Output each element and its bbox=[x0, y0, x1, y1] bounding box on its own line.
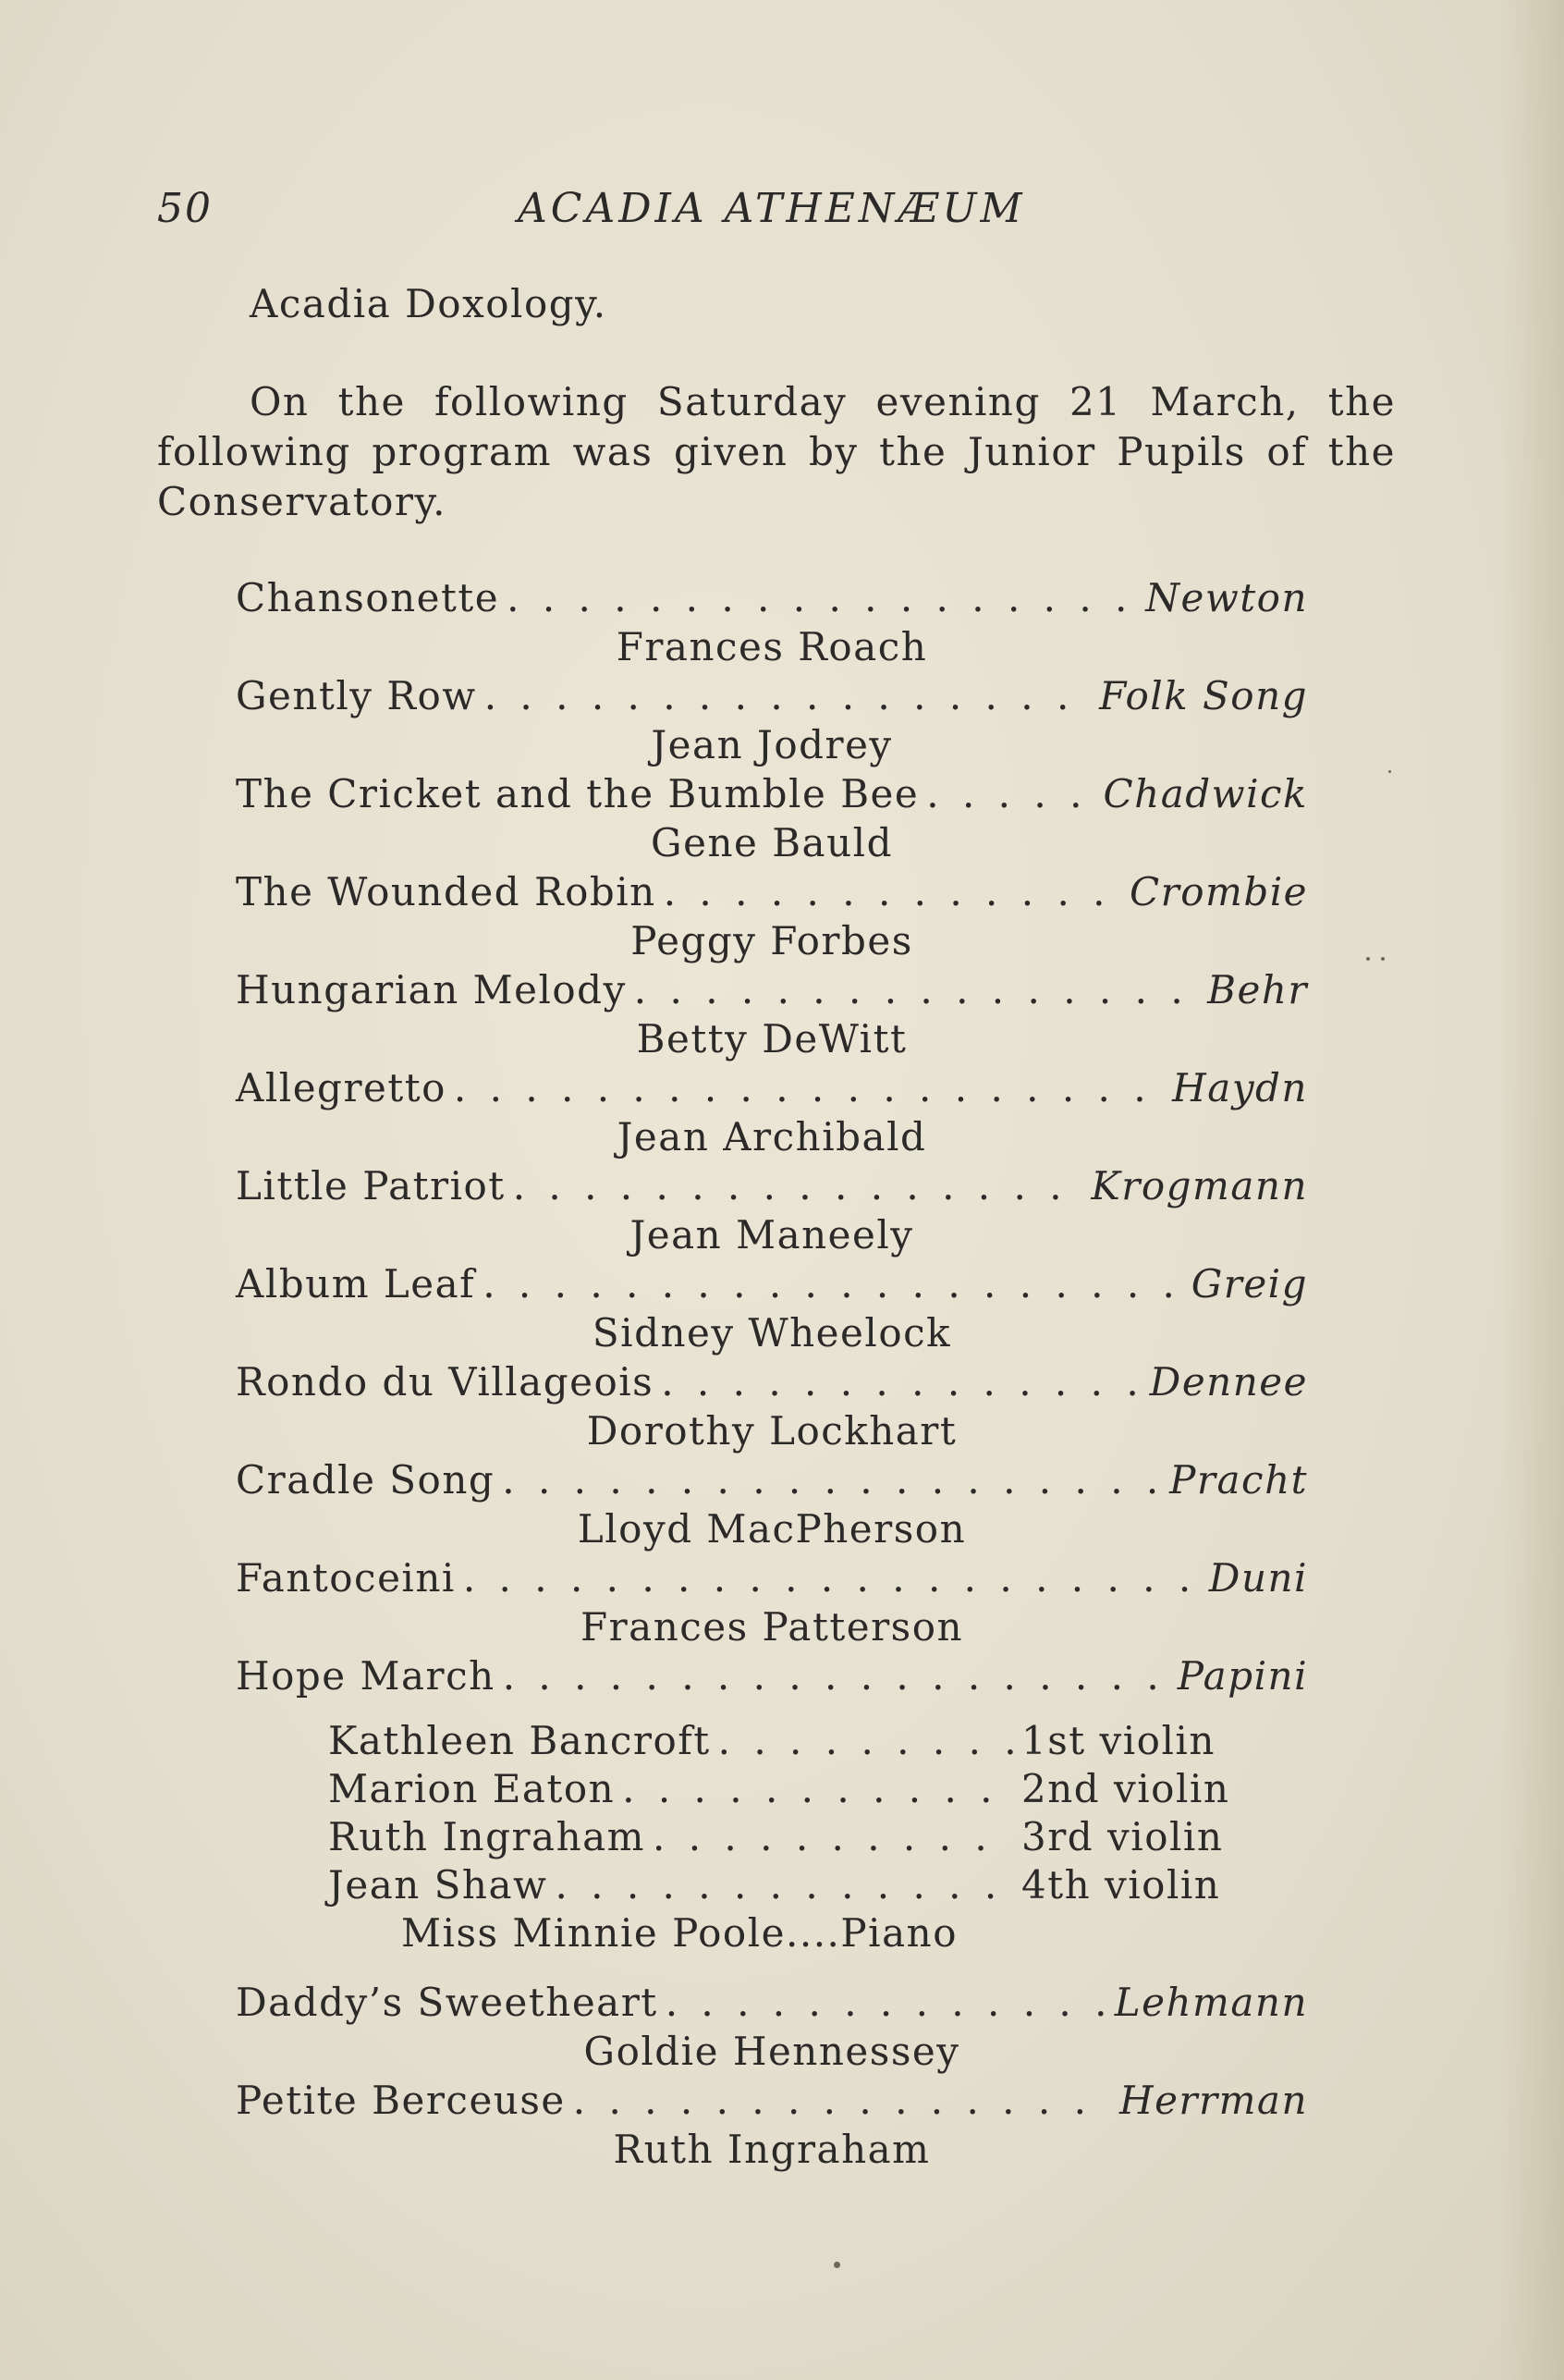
paper-speck bbox=[1381, 957, 1385, 961]
piece-title: The Wounded Robin bbox=[236, 869, 656, 914]
piece-title: Cradle Song bbox=[236, 1457, 495, 1503]
performer-name: Gene Bauld bbox=[651, 820, 893, 865]
dot-leader bbox=[666, 1978, 1107, 2027]
violinist-name: Ruth Ingraham bbox=[328, 1814, 646, 1859]
violinist-entry bbox=[328, 1717, 1216, 1765]
piece-title: Daddy’s Sweetheart bbox=[236, 1980, 658, 2025]
composer-name: Behr bbox=[1207, 967, 1308, 1012]
program-entry bbox=[236, 769, 1308, 818]
piece-title: Chansonette bbox=[236, 575, 500, 620]
dot-leader bbox=[718, 1717, 1014, 1765]
performer-name: Jean Maneely bbox=[629, 1212, 914, 1257]
concert-program bbox=[236, 573, 1308, 2174]
paper-speck bbox=[834, 2262, 840, 2268]
dot-leader bbox=[573, 2076, 1112, 2125]
piece-title: Hope March bbox=[236, 1653, 495, 1699]
violin-part: 2nd violin bbox=[1021, 1766, 1230, 1811]
performer-name: Jean Jodrey bbox=[651, 722, 893, 767]
composer-name: Pracht bbox=[1169, 1457, 1308, 1503]
program-entry bbox=[236, 1651, 1308, 1700]
piece-title: Little Patriot bbox=[236, 1163, 506, 1208]
composer-name: Haydn bbox=[1172, 1065, 1308, 1110]
performer-name: Sidney Wheelock bbox=[592, 1310, 952, 1356]
program-entry bbox=[236, 1357, 1308, 1406]
composer-name: Dennee bbox=[1149, 1359, 1308, 1405]
composer-name: Folk Song bbox=[1099, 673, 1308, 718]
performer-name: Frances Patterson bbox=[580, 1604, 964, 1650]
performer-name: Lloyd MacPherson bbox=[577, 1506, 967, 1552]
program-entry bbox=[236, 671, 1308, 720]
dot-leader bbox=[926, 769, 1095, 818]
program-entry bbox=[236, 2076, 1308, 2125]
dot-leader bbox=[507, 573, 1138, 622]
program-entry bbox=[236, 867, 1308, 916]
dot-leader bbox=[661, 1357, 1142, 1406]
dot-leader bbox=[513, 1161, 1084, 1210]
running-title: ACADIA ATHENÆUM bbox=[518, 185, 1026, 232]
program-entry bbox=[236, 1161, 1308, 1210]
program-entry bbox=[236, 965, 1308, 1014]
program-entries bbox=[236, 573, 1308, 1700]
page-edge-shadow bbox=[1499, 0, 1564, 2380]
composer-name: Crombie bbox=[1130, 869, 1308, 914]
paper-speck bbox=[1388, 770, 1391, 773]
running-header bbox=[157, 185, 1396, 240]
dot-leader bbox=[634, 965, 1200, 1014]
performer-name: Jean Archibald bbox=[617, 1114, 927, 1159]
piece-title: The Cricket and the Bumble Bee bbox=[236, 771, 920, 816]
composer-name: Herrman bbox=[1118, 2078, 1308, 2123]
piece-title: Album Leaf bbox=[236, 1261, 476, 1307]
piece-title: Petite Berceuse bbox=[236, 2078, 566, 2123]
piece-title: Gently Row bbox=[236, 673, 477, 718]
paper-speck bbox=[1366, 957, 1370, 961]
performer-name: Frances Roach bbox=[616, 624, 928, 669]
composer-name: Krogmann bbox=[1091, 1163, 1308, 1208]
pianist-line: Miss Minnie Poole....Piano bbox=[401, 1910, 958, 1956]
program-entry bbox=[236, 1978, 1308, 2027]
violinist-entry bbox=[328, 1861, 1221, 1909]
composer-name: Duni bbox=[1208, 1555, 1308, 1601]
composer-name: Papini bbox=[1177, 1653, 1308, 1699]
program-entry bbox=[236, 1063, 1308, 1112]
performer-name: Ruth Ingraham bbox=[613, 2127, 931, 2172]
violin-part: 1st violin bbox=[1021, 1718, 1216, 1763]
intro-paragraph: On the following Saturday evening 21 March, the following program was given by the Junior Pupils of the Conservatory. bbox=[157, 379, 1396, 524]
dot-leader bbox=[454, 1063, 1165, 1112]
violin-part: 4th violin bbox=[1021, 1862, 1221, 1908]
composer-name: Newton bbox=[1145, 575, 1308, 620]
performer-name: Goldie Hennessey bbox=[583, 2029, 960, 2074]
performer-name: Dorothy Lockhart bbox=[586, 1408, 958, 1454]
page-number: 50 bbox=[157, 185, 213, 232]
dot-leader bbox=[664, 867, 1122, 916]
violinist-entry bbox=[328, 1813, 1224, 1861]
composer-name: Greig bbox=[1191, 1261, 1308, 1307]
performer-name: Betty DeWitt bbox=[636, 1016, 908, 1061]
string-quartet bbox=[328, 1717, 1230, 1909]
composer-name: Chadwick bbox=[1103, 771, 1308, 816]
program-entry bbox=[236, 573, 1308, 622]
dot-leader bbox=[502, 1455, 1162, 1504]
performer-name: Peggy Forbes bbox=[630, 918, 913, 963]
piece-title: Fantoceini bbox=[236, 1555, 456, 1601]
doxology-line: Acadia Doxology. bbox=[250, 281, 607, 326]
piece-title: Allegretto bbox=[236, 1065, 446, 1110]
dot-leader bbox=[483, 1259, 1183, 1308]
program-entry bbox=[236, 1455, 1308, 1504]
violin-part: 3rd violin bbox=[1021, 1814, 1224, 1859]
piece-title: Rondo du Villageois bbox=[236, 1359, 654, 1405]
dot-leader bbox=[622, 1765, 1014, 1813]
closing-entries bbox=[236, 1978, 1308, 2174]
violinist-name: Kathleen Bancroft bbox=[328, 1718, 711, 1763]
program-entry bbox=[236, 1259, 1308, 1308]
piece-title: Hungarian Melody bbox=[236, 967, 627, 1012]
violinist-entry bbox=[328, 1765, 1230, 1813]
dot-leader bbox=[555, 1861, 1014, 1909]
dot-leader bbox=[503, 1651, 1170, 1700]
violinist-name: Marion Eaton bbox=[328, 1766, 616, 1811]
violinist-name: Jean Shaw bbox=[328, 1862, 548, 1908]
dot-leader bbox=[653, 1813, 1014, 1861]
dot-leader bbox=[484, 671, 1092, 720]
dot-leader bbox=[463, 1553, 1202, 1602]
program-entry bbox=[236, 1553, 1308, 1602]
composer-name: Lehmann bbox=[1114, 1980, 1308, 2025]
